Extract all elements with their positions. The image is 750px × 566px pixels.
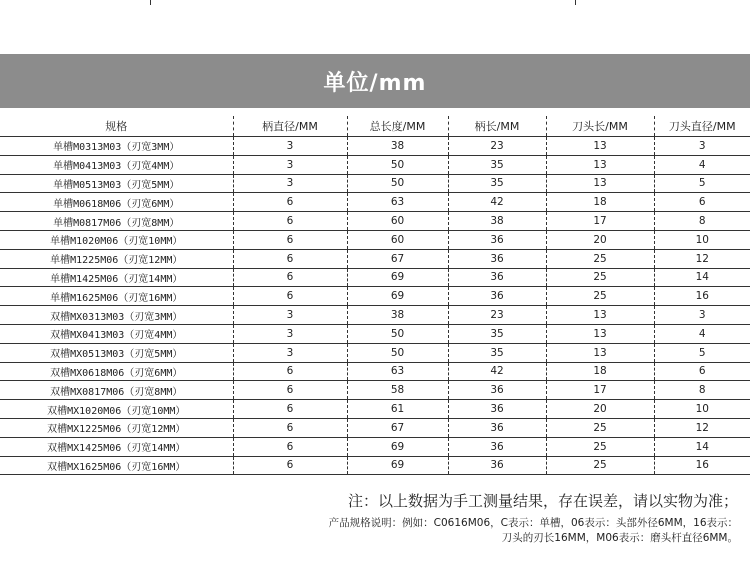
cell-head-diameter: 3 (654, 306, 750, 325)
cell-total-length: 50 (347, 324, 448, 343)
cell-shank-length: 35 (448, 155, 546, 174)
cell-spec: 双槽MX0413M03（刃宽4MM） (0, 324, 233, 343)
cell-shank-length: 35 (448, 324, 546, 343)
cell-shank-length: 36 (448, 287, 546, 306)
cell-total-length: 38 (347, 306, 448, 325)
table-row (0, 137, 750, 156)
cell-spec: 单槽M1425M06（刃宽14MM） (0, 268, 233, 287)
cell-total-length: 50 (347, 174, 448, 193)
cell-spec: 双槽MX1020M06（刃宽10MM） (0, 400, 233, 419)
cell-head-length: 25 (546, 249, 654, 268)
cell-head-diameter: 8 (654, 381, 750, 400)
cell-total-length: 50 (347, 343, 448, 362)
table-row (0, 287, 750, 306)
header-spec: 规格 (0, 116, 233, 137)
table-row (0, 362, 750, 381)
cell-head-diameter: 16 (654, 287, 750, 306)
cell-head-length: 20 (546, 400, 654, 419)
cell-head-diameter: 14 (654, 268, 750, 287)
cell-head-length: 18 (546, 193, 654, 212)
cell-spec: 双槽MX1425M06（刃宽14MM） (0, 437, 233, 456)
cell-shank-diameter: 3 (233, 306, 347, 325)
cell-head-diameter: 5 (654, 343, 750, 362)
spec-description-line: 刀头的刃长16MM，M06表示：磨头杆直径6MM。 (501, 532, 738, 544)
cell-shank-length: 36 (448, 456, 546, 475)
cell-head-length: 13 (546, 306, 654, 325)
cell-shank-diameter: 6 (233, 249, 347, 268)
cell-head-diameter: 4 (654, 155, 750, 174)
unit-banner-title: 单位/mm (323, 70, 427, 96)
cell-shank-length: 35 (448, 343, 546, 362)
cell-head-diameter: 5 (654, 174, 750, 193)
header-head-length: 刀头长/MM (546, 116, 654, 137)
cell-total-length: 61 (347, 400, 448, 419)
cell-head-length: 25 (546, 268, 654, 287)
header-shank-diameter: 柄直径/MM (233, 116, 347, 137)
cell-shank-diameter: 3 (233, 155, 347, 174)
cell-spec: 双槽MX0313M03（刃宽3MM） (0, 306, 233, 325)
cell-head-length: 25 (546, 287, 654, 306)
cell-head-length: 18 (546, 362, 654, 381)
cell-shank-diameter: 6 (233, 212, 347, 231)
table-row (0, 456, 750, 475)
table-row (0, 324, 750, 343)
cell-shank-length: 38 (448, 212, 546, 231)
table-row (0, 381, 750, 400)
cell-head-length: 17 (546, 381, 654, 400)
cell-shank-length: 36 (448, 249, 546, 268)
cell-head-diameter: 12 (654, 418, 750, 437)
cell-shank-length: 36 (448, 418, 546, 437)
cell-total-length: 69 (347, 268, 448, 287)
table-row (0, 437, 750, 456)
cell-total-length: 69 (347, 287, 448, 306)
cell-spec: 双槽MX1225M06（刃宽12MM） (0, 418, 233, 437)
cell-shank-diameter: 6 (233, 400, 347, 419)
table-row (0, 174, 750, 193)
cell-head-length: 13 (546, 155, 654, 174)
cell-shank-diameter: 6 (233, 362, 347, 381)
cell-head-diameter: 4 (654, 324, 750, 343)
cell-total-length: 60 (347, 230, 448, 249)
cell-spec: 单槽M1625M06（刃宽16MM） (0, 287, 233, 306)
cell-shank-length: 23 (448, 137, 546, 156)
cell-shank-diameter: 6 (233, 437, 347, 456)
table-row (0, 306, 750, 325)
cell-shank-diameter: 6 (233, 230, 347, 249)
cell-spec: 单槽M0513M03（刃宽5MM） (0, 174, 233, 193)
cell-total-length: 58 (347, 381, 448, 400)
cell-head-length: 13 (546, 137, 654, 156)
cell-shank-length: 42 (448, 362, 546, 381)
table-row (0, 418, 750, 437)
cell-spec: 单槽M1020M06（刃宽10MM） (0, 230, 233, 249)
cell-spec: 双槽MX0618M06（刃宽6MM） (0, 362, 233, 381)
cell-shank-length: 36 (448, 381, 546, 400)
cell-head-length: 20 (546, 230, 654, 249)
cell-total-length: 63 (347, 193, 448, 212)
table-row (0, 230, 750, 249)
cell-head-length: 13 (546, 174, 654, 193)
cell-total-length: 69 (347, 437, 448, 456)
spec-table (0, 116, 750, 475)
cell-shank-length: 42 (448, 193, 546, 212)
cell-shank-diameter: 6 (233, 268, 347, 287)
measurement-note: 注：以上数据为手工测量结果，存在误差，请以实物为准； (347, 492, 738, 510)
cell-shank-length: 35 (448, 174, 546, 193)
cell-shank-length: 23 (448, 306, 546, 325)
cell-head-diameter: 8 (654, 212, 750, 231)
cell-head-diameter: 16 (654, 456, 750, 475)
cell-spec: 双槽MX1625M06（刃宽16MM） (0, 456, 233, 475)
cell-shank-diameter: 6 (233, 193, 347, 212)
cell-total-length: 38 (347, 137, 448, 156)
table-row (0, 343, 750, 362)
table-row (0, 155, 750, 174)
cell-total-length: 50 (347, 155, 448, 174)
cell-head-diameter: 6 (654, 362, 750, 381)
top-tick-mark (150, 0, 151, 5)
cell-shank-length: 36 (448, 437, 546, 456)
cell-total-length: 67 (347, 418, 448, 437)
cell-head-length: 25 (546, 418, 654, 437)
cell-spec: 单槽M0313M03（刃宽3MM） (0, 137, 233, 156)
spec-table-body (0, 137, 750, 475)
cell-head-length: 25 (546, 456, 654, 475)
spec-description (138, 516, 738, 546)
cell-shank-diameter: 6 (233, 456, 347, 475)
cell-shank-length: 36 (448, 400, 546, 419)
cell-shank-diameter: 6 (233, 418, 347, 437)
cell-total-length: 63 (347, 362, 448, 381)
table-row (0, 249, 750, 268)
cell-spec: 单槽M0618M06（刃宽6MM） (0, 193, 233, 212)
cell-shank-diameter: 3 (233, 343, 347, 362)
spec-description-line: 产品规格说明：例如：C0616M06，C表示：单槽，06表示：头部外径6MM，16表示： (328, 517, 738, 529)
table-row (0, 193, 750, 212)
table-row (0, 212, 750, 231)
cell-total-length: 67 (347, 249, 448, 268)
cell-shank-length: 36 (448, 230, 546, 249)
cell-head-diameter: 10 (654, 400, 750, 419)
cell-head-length: 17 (546, 212, 654, 231)
header-total-length: 总长度/MM (347, 116, 448, 137)
cell-head-diameter: 12 (654, 249, 750, 268)
cell-shank-diameter: 6 (233, 381, 347, 400)
cell-head-diameter: 6 (654, 193, 750, 212)
cell-total-length: 60 (347, 212, 448, 231)
cell-shank-diameter: 3 (233, 174, 347, 193)
cell-spec: 双槽MX0817M06（刃宽8MM） (0, 381, 233, 400)
cell-head-length: 13 (546, 324, 654, 343)
unit-banner (0, 54, 750, 108)
cell-head-diameter: 14 (654, 437, 750, 456)
table-row (0, 268, 750, 287)
cell-spec: 单槽M0817M06（刃宽8MM） (0, 212, 233, 231)
cell-head-diameter: 3 (654, 137, 750, 156)
cell-head-length: 13 (546, 343, 654, 362)
cell-spec: 单槽M1225M06（刃宽12MM） (0, 249, 233, 268)
cell-shank-diameter: 3 (233, 137, 347, 156)
cell-shank-diameter: 6 (233, 287, 347, 306)
cell-head-length: 25 (546, 437, 654, 456)
cell-head-diameter: 10 (654, 230, 750, 249)
cell-shank-diameter: 3 (233, 324, 347, 343)
cell-total-length: 69 (347, 456, 448, 475)
cell-spec: 单槽M0413M03（刃宽4MM） (0, 155, 233, 174)
table-row (0, 400, 750, 419)
header-head-diameter: 刀头直径/MM (654, 116, 750, 137)
cell-shank-length: 36 (448, 268, 546, 287)
table-header-row (0, 116, 750, 137)
cell-spec: 双槽MX0513M03（刃宽5MM） (0, 343, 233, 362)
top-tick-mark (575, 0, 576, 5)
header-shank-length: 柄长/MM (448, 116, 546, 137)
